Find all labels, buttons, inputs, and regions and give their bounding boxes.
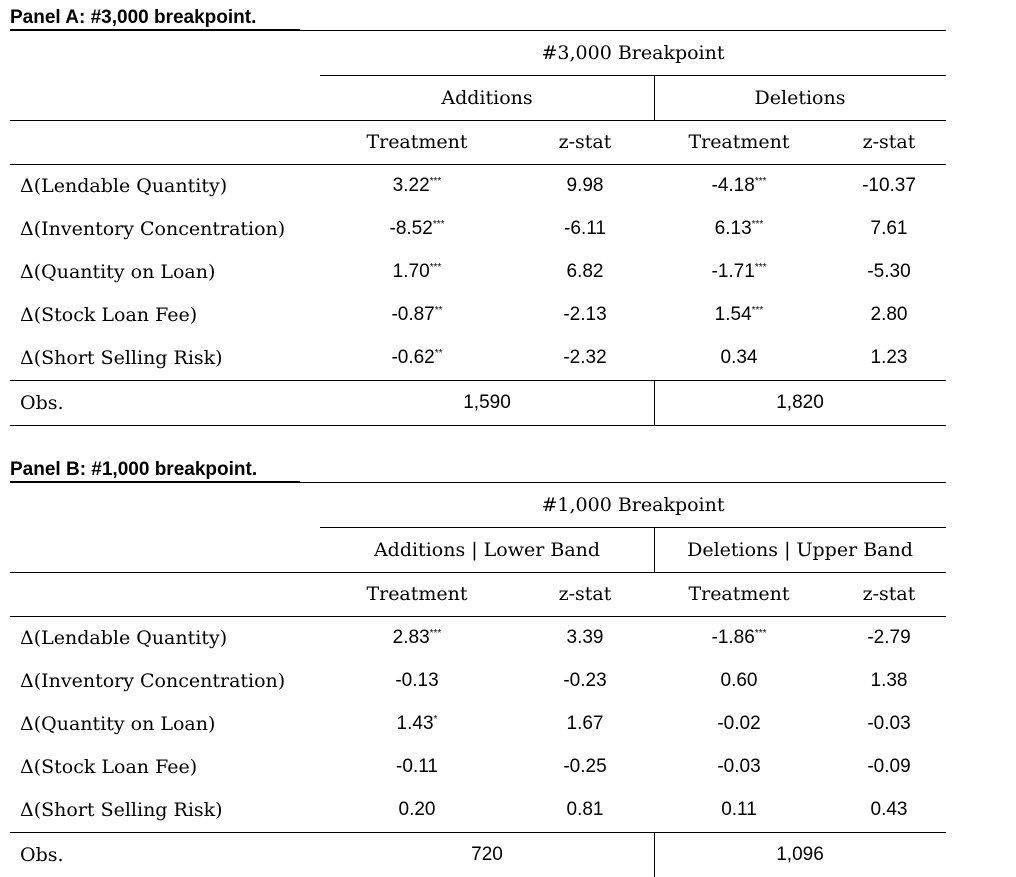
row-label-value: Δ(Inventory Concentration) [20, 218, 286, 240]
group-header-rule [320, 527, 946, 528]
additions-treatment [366, 792, 468, 828]
additions-z-stat [540, 254, 630, 290]
row-label-value: Δ(Quantity on Loan) [20, 261, 216, 283]
deletions-treatment [688, 340, 790, 376]
deletions-treatment [688, 211, 790, 247]
subgroup-header-deletions [654, 80, 946, 116]
deletions-treatment-value: -4.18 [711, 175, 755, 196]
column-header-value: Treatment [366, 583, 468, 605]
significance-stars: *** [751, 305, 764, 316]
column-header [844, 124, 934, 160]
obs-additions-value: 720 [471, 844, 503, 865]
subgroup-rule [10, 120, 946, 121]
significance-stars: *** [754, 176, 767, 187]
deletions-treatment [688, 297, 790, 333]
additions-z-stat [540, 792, 630, 828]
subgroup-header-additions [320, 532, 654, 568]
deletions-z-stat [844, 254, 934, 290]
obs-deletions-value: 1,820 [776, 392, 824, 413]
deletions-treatment [688, 620, 790, 656]
additions-z-stat-value: -0.25 [563, 756, 607, 777]
obs-label [20, 837, 220, 873]
additions-z-stat [540, 663, 630, 699]
deletions-treatment-value: 6.13 [714, 218, 752, 239]
deletions-z-stat [844, 620, 934, 656]
row-label [20, 663, 320, 699]
additions-treatment [366, 663, 468, 699]
deletions-treatment [688, 706, 790, 742]
subgroup-header-additions-value: Additions | Lower Band [373, 539, 601, 561]
deletions-treatment [688, 254, 790, 290]
deletions-treatment-value: 0.11 [721, 799, 757, 820]
column-header [346, 124, 488, 160]
deletions-treatment-value: -1.86 [711, 627, 755, 648]
deletions-z-stat [844, 340, 934, 376]
column-header [540, 124, 630, 160]
row-label [20, 211, 320, 247]
table-top-rule [10, 30, 946, 31]
subgroup-header-additions [320, 80, 654, 116]
deletions-treatment-value: 1.54 [714, 304, 752, 325]
additions-treatment-value: 0.20 [398, 799, 436, 820]
column-header-value: z-stat [862, 131, 916, 153]
column-header-value: Treatment [688, 131, 790, 153]
obs-deletions [654, 385, 946, 421]
deletions-z-stat-value: -0.09 [867, 756, 911, 777]
additions-z-stat-value: -6.11 [564, 218, 606, 239]
deletions-z-stat [844, 168, 934, 204]
subgroup-header-deletions-value: Deletions | Upper Band [687, 539, 913, 561]
panel-title: Panel B: #1,000 breakpoint. [10, 459, 300, 482]
row-label [20, 254, 320, 290]
row-label-value: Δ(Lendable Quantity) [20, 627, 228, 649]
deletions-treatment-value: -0.02 [717, 713, 761, 734]
significance-stars: ** [434, 305, 443, 316]
additions-treatment-value: -0.13 [395, 670, 439, 691]
additions-treatment [366, 297, 468, 333]
row-label-value: Δ(Inventory Concentration) [20, 670, 286, 692]
deletions-treatment [688, 168, 790, 204]
additions-treatment-value: 2.83 [392, 627, 430, 648]
column-header [668, 124, 810, 160]
additions-treatment-value: -0.11 [396, 756, 438, 777]
deletions-z-stat-value: 0.43 [870, 799, 908, 820]
row-label-value: Δ(Stock Loan Fee) [20, 756, 198, 778]
row-label [20, 792, 320, 828]
column-header-value: Treatment [366, 131, 468, 153]
additions-z-stat [540, 620, 630, 656]
deletions-z-stat [844, 792, 934, 828]
obs-deletions [654, 837, 946, 873]
additions-z-stat [540, 168, 630, 204]
panel-title: Panel A: #3,000 breakpoint. [10, 7, 300, 30]
column-header-value: z-stat [558, 131, 612, 153]
row-label [20, 706, 320, 742]
table-top-rule [10, 482, 946, 483]
additions-treatment-value: 1.43 [396, 713, 434, 734]
additions-treatment-value: -8.52 [389, 218, 433, 239]
additions-treatment-value: 3.22 [392, 175, 430, 196]
row-label [20, 620, 320, 656]
obs-additions-value: 1,590 [463, 392, 511, 413]
row-label-value: Δ(Short Selling Risk) [20, 799, 223, 821]
column-header [346, 576, 488, 612]
column-header-value: Treatment [688, 583, 790, 605]
additions-treatment-value: -0.62 [391, 347, 435, 368]
subgroup-rule [10, 572, 946, 573]
obs-label-value: Obs. [20, 392, 64, 414]
table-bottom-rule [10, 425, 946, 426]
additions-z-stat-value: -2.13 [563, 304, 607, 325]
significance-stars: *** [429, 628, 442, 639]
column-header-value: z-stat [862, 583, 916, 605]
additions-z-stat-value: -0.23 [563, 670, 607, 691]
significance-stars: *** [429, 262, 442, 273]
deletions-treatment-value: 0.34 [720, 347, 758, 368]
group-header-value: #1,000 Breakpoint [541, 494, 725, 516]
column-header [540, 576, 630, 612]
additions-treatment-value: -0.87 [391, 304, 435, 325]
deletions-z-stat [844, 663, 934, 699]
deletions-z-stat-value: 1.23 [870, 347, 908, 368]
row-label [20, 297, 320, 333]
deletions-z-stat-value: 1.38 [870, 670, 908, 691]
additions-treatment [366, 749, 468, 785]
group-header [320, 487, 946, 523]
significance-stars: *** [751, 219, 764, 230]
obs-top-rule [10, 832, 946, 833]
deletions-z-stat-value: -10.37 [862, 175, 916, 196]
deletions-z-stat [844, 706, 934, 742]
significance-stars: *** [432, 219, 445, 230]
row-label [20, 340, 320, 376]
deletions-z-stat-value: -2.79 [867, 627, 911, 648]
deletions-treatment-value: 0.60 [720, 670, 758, 691]
deletions-treatment [688, 749, 790, 785]
deletions-z-stat [844, 297, 934, 333]
deletions-z-stat-value: -0.03 [867, 713, 911, 734]
obs-label-value: Obs. [20, 844, 64, 866]
additions-treatment-value: 1.70 [392, 261, 430, 282]
deletions-treatment-value: -0.03 [717, 756, 761, 777]
deletions-z-stat-value: 2.80 [870, 304, 908, 325]
additions-treatment [366, 254, 468, 290]
additions-z-stat [540, 297, 630, 333]
deletions-z-stat-value: -5.30 [867, 261, 911, 282]
additions-z-stat-value: 9.98 [566, 175, 604, 196]
deletions-z-stat [844, 749, 934, 785]
additions-z-stat [540, 211, 630, 247]
additions-z-stat-value: -2.32 [563, 347, 607, 368]
column-header-rule [10, 164, 946, 165]
additions-z-stat-value: 6.82 [566, 261, 604, 282]
group-header-value: #3,000 Breakpoint [541, 42, 725, 64]
additions-z-stat-value: 3.39 [566, 627, 604, 648]
significance-stars: *** [754, 628, 767, 639]
additions-z-stat-value: 0.81 [566, 799, 604, 820]
additions-z-stat [540, 340, 630, 376]
deletions-treatment-value: -1.71 [711, 261, 755, 282]
subgroup-header-additions-value: Additions [441, 87, 533, 109]
additions-z-stat [540, 749, 630, 785]
row-label-value: Δ(Lendable Quantity) [20, 175, 228, 197]
row-label-value: Δ(Short Selling Risk) [20, 347, 223, 369]
obs-deletions-value: 1,096 [776, 844, 824, 865]
additions-treatment [366, 211, 468, 247]
obs-additions [320, 837, 654, 873]
obs-top-rule [10, 380, 946, 381]
subgroup-header-deletions-value: Deletions [754, 87, 846, 109]
additions-treatment [366, 706, 468, 742]
additions-treatment [366, 340, 468, 376]
row-label [20, 168, 320, 204]
column-header [844, 576, 934, 612]
additions-z-stat [540, 706, 630, 742]
deletions-treatment [688, 792, 790, 828]
deletions-z-stat-value: 7.61 [870, 218, 908, 239]
additions-z-stat-value: 1.67 [566, 713, 604, 734]
row-label-value: Δ(Quantity on Loan) [20, 713, 216, 735]
column-header-rule [10, 616, 946, 617]
additions-treatment [366, 620, 468, 656]
obs-additions [320, 385, 654, 421]
deletions-z-stat [844, 211, 934, 247]
deletions-treatment [688, 663, 790, 699]
additions-treatment [366, 168, 468, 204]
row-label [20, 749, 320, 785]
group-header-rule [320, 75, 946, 76]
column-header-value: z-stat [558, 583, 612, 605]
subgroup-header-deletions [654, 532, 946, 568]
row-label-value: Δ(Stock Loan Fee) [20, 304, 198, 326]
group-header [320, 35, 946, 71]
significance-stars: * [433, 714, 438, 725]
significance-stars: *** [754, 262, 767, 273]
obs-label [20, 385, 220, 421]
significance-stars: *** [429, 176, 442, 187]
significance-stars: ** [434, 348, 443, 359]
column-header [668, 576, 810, 612]
